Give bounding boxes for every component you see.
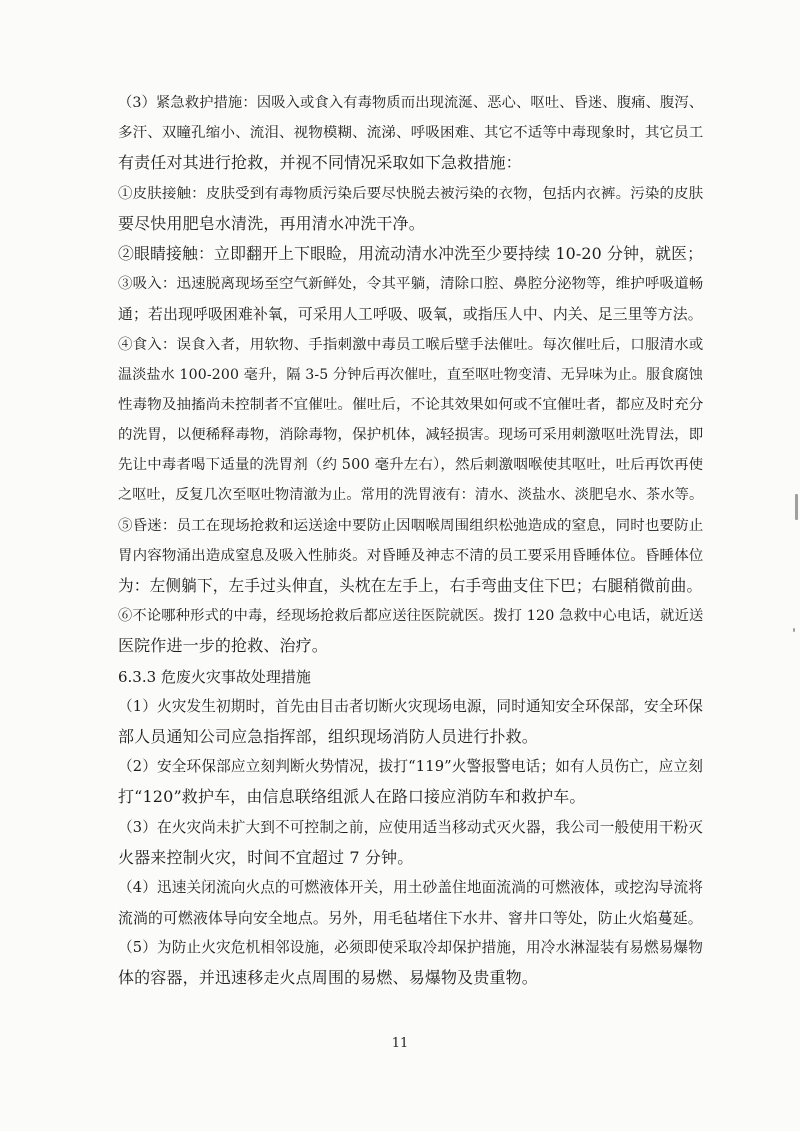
text-line: ③吸入：迅速脱离现场至空气新鲜处，令其平躺，清除口腔、鼻腔分泌物等，维护呼吸道畅 (118, 276, 704, 293)
section-heading: 6.3.3 危废火灾事故处理措施 (118, 667, 311, 686)
text-line: 流淌的可燃液体导向安全地点。另外，用毛毡堵住下水井、窨井口等处，防止火焰蔓延。 (118, 909, 703, 928)
scan-edge-mark (793, 628, 795, 632)
text-line: 通；若出现呼吸困难补氧，可采用人工呼吸、吸氧，或指压人中、内关、足三里等方法。 (118, 305, 703, 324)
text-line: ②眼睛接触：立即翻开上下眼睑，用流动清水冲洗至少要持续 10-20 分钟，就医； (118, 243, 704, 263)
text-line: ①皮肤接触：皮肤受到有毒物质污染后要尽快脱去被污染的衣物，包括内衣裤。污染的皮肤 (118, 185, 704, 202)
text-line: （2）安全环保部应立刻判断火势情况，拔打“119”火警报警电话；如有人员伤亡，应立刻 (118, 758, 703, 776)
text-line: 打“120”救护车，由信息联络组派人在路口接应消防车和救护车。 (118, 787, 586, 807)
text-line: 有责任对其进行抢救，并视不同情况采取如下急救措施： (118, 153, 522, 173)
text-line: ④食入：误食入者，用软物、手指刺激中毒员工喉后壁手法催吐。每次催吐后，口服清水或 (118, 336, 704, 353)
text-line: 为：左侧躺下，左手过头伸直，头枕在左手上，右手弯曲支住下巴；右腿稍微前曲。 (118, 576, 703, 595)
text-line: （5）为防止火灾危机相邻设施，必须即使采取冷却保护措施，用冷水淋湿装有易燃易爆物 (118, 939, 704, 957)
text-line: （1）火灾发生初期时，首先由目击者切断火灾现场电源，同时通知安全环保部，安全环保 (118, 697, 704, 715)
text-line: 火器来控制火灾，时间不宜超过 7 分钟。 (118, 847, 414, 867)
text-line: 要尽快用肥皂水清洗，再用清水冲洗干净。 (118, 213, 425, 233)
text-line: 之呕吐，反复几次至呕吐物清澈为止。常用的洗胃液有：清水、淡盐水、淡肥皂水、茶水等。 (118, 487, 704, 504)
scan-edge-mark (795, 494, 798, 520)
page-body (118, 88, 706, 994)
text-line: 胃内容物涌出造成窒息及吸入性肺炎。对昏睡及神志不清的员工要采用昏睡体位。昏睡体位 (118, 547, 704, 564)
text-line: 的洗胃，以便稀释毒物，消除毒物，保护机体，减轻损害。现场可采用刺激呕吐洗胃法，即 (118, 427, 704, 444)
text-line: （3）紧急救护措施：因吸入或食入有毒物质而出现流涎、恶心、呕吐、昏迷、腹痛、腹泻、 (118, 95, 704, 111)
text-line: 体的容器，并迅速移走火点周围的易燃、易爆物及贵重物。 (118, 968, 538, 988)
text-line: （4）迅速关闭流向火点的可燃液体开关，用土砂盖住地面流淌的可燃液体，或挖沟导流将 (118, 878, 704, 896)
page-number: 11 (391, 1036, 409, 1051)
text-line: 温淡盐水 100-200 毫升，隔 3-5 分钟后再次催吐，直至呕吐物变清、无异味为止。服食腐蚀 (118, 366, 703, 383)
text-line: ⑥不论哪种形式的中毒，经现场抢救后都应送往医院就医。拨打 120 急救中心电话，就近送 (118, 608, 704, 625)
text-line: （3）在火灾尚未扩大到不可控制之前，应使用适当移动式灭火器，我公司一般使用干粉灭 (118, 818, 704, 836)
text-line: 多汗、双瞳孔缩小、流泪、视物模糊、流涕、呼吸困难、其它不适等中毒现象时，其它员工 (118, 125, 704, 142)
text-line: 部人员通知公司应急指挥部，组织现场消防人员进行扑救。 (118, 726, 538, 746)
text-line: 医院作进一步的抢救、治疗。 (118, 636, 328, 656)
text-line: 先让中毒者喝下适量的洗胃剂（约 500 毫升左右），然后刺激咽喉使其呕吐，吐后再饮再使 (118, 457, 704, 474)
text-line: 性毒物及抽搐尚未控制者不宜催吐。催吐后，不论其效果如何或不宜催吐者，都应及时充分 (118, 396, 704, 413)
text-line: ⑤昏迷：员工在现场抢救和运送途中要防止因咽喉周围组织松弛造成的窒息，同时也要防止 (118, 517, 704, 534)
